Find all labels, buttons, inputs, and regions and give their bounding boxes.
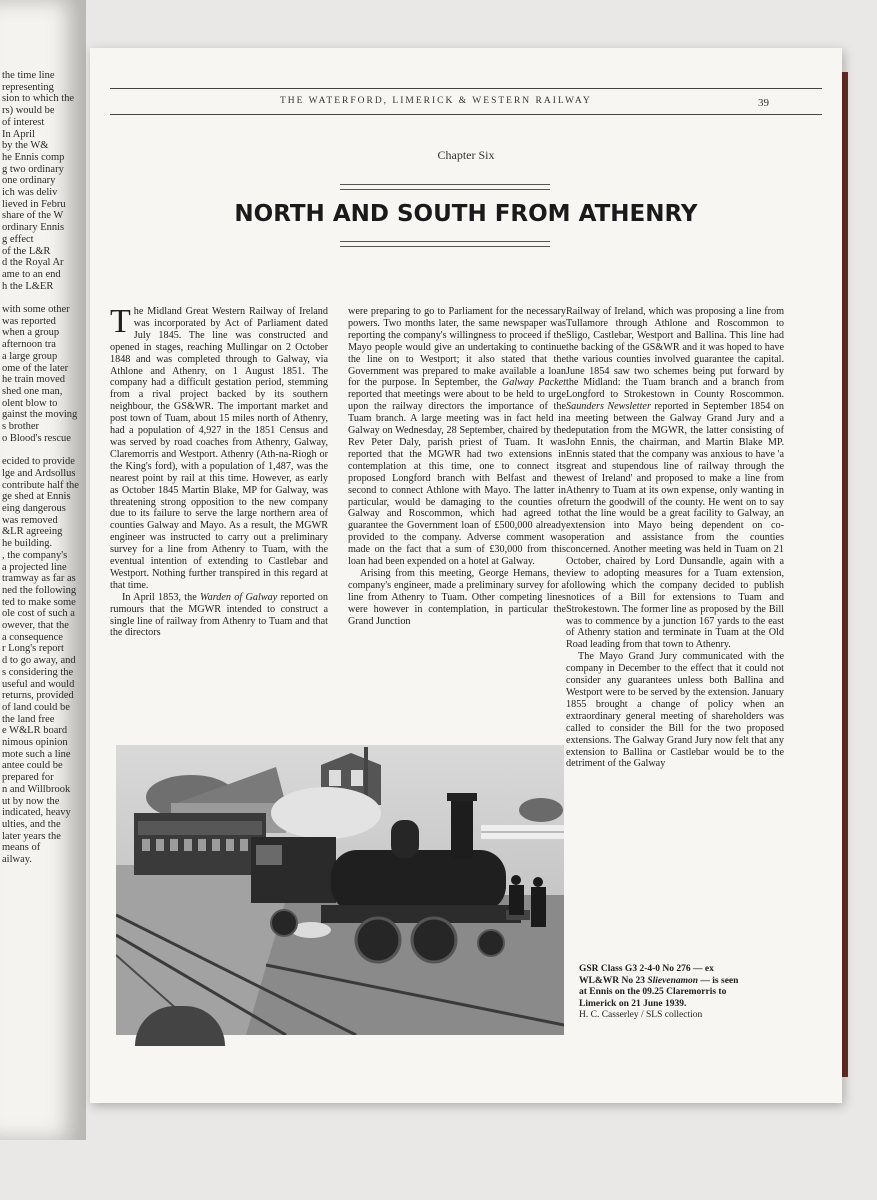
facing-page-line: prepared for [2, 772, 54, 784]
paragraph-text: In April 1853, the [122, 591, 201, 603]
paragraph-text: Railway of Ireland, which was proposing a line from Tullamore through Athlone and Roscommon to Sligo, Castlebar, Westport and Ballina. This line had the backing of the GS&WR and it was hoped to have the various counties involved guarantee the capital. June 1854 saw two schemes being put forward by the Midland: the Tuam branch and a branch from Longford to Strokestown in County Roscommon. [566, 306, 784, 401]
facing-page-line: a consequence [2, 631, 63, 643]
page-number: 39 [758, 97, 769, 109]
facing-page-line: nimous opinion [2, 737, 68, 749]
paragraph [110, 303, 328, 592]
facing-page-line: olent blow to [2, 397, 58, 409]
caption-part: GSR Class G3 2-4-0 No 276 — ex WL&WR No 23 [579, 964, 714, 986]
facing-page-line: e W&LR board [2, 725, 68, 737]
paragraph [110, 592, 328, 640]
header-rule [110, 114, 822, 115]
facing-page-line: afternoon tra [2, 339, 56, 351]
facing-page-line: was reported [2, 315, 56, 327]
text-column-2 [348, 306, 566, 736]
facing-page-line: useful and would [2, 678, 75, 690]
facing-page-line: ecided to provide [2, 456, 75, 468]
facing-page-line: mote such a line [2, 748, 71, 760]
running-head: THE WATERFORD, LIMERICK & WESTERN RAILWAY [280, 96, 592, 106]
photo-caption [579, 964, 739, 1022]
facing-page-line: a projected line [2, 561, 67, 573]
facing-page-line: later years the [2, 830, 61, 842]
facing-page-line: ome of the later [2, 362, 69, 374]
train-photo-illustration [116, 745, 564, 1035]
title-rule [340, 184, 550, 190]
caption-text [579, 964, 738, 1009]
chapter-label: Chapter Six [437, 148, 495, 162]
facing-page-line: ned the following [2, 584, 77, 596]
facing-page-line: a large group [2, 350, 58, 362]
paragraph [566, 306, 784, 651]
facing-page-line: of land could be [2, 701, 70, 713]
paragraph-text: reported on rumours that the MGWR intended to construct a single line of railway from Athenry to Tuam and that the directors [110, 591, 328, 639]
facing-page-line: lieved in Febru [2, 198, 66, 210]
facing-page-line [2, 292, 82, 304]
facing-page-line: the land free [2, 713, 55, 725]
facing-page-line: when a group [2, 327, 60, 339]
chapter-title: NORTH AND SOUTH FROM ATHENRY [234, 201, 698, 227]
facing-page-line: s brother [2, 421, 40, 433]
facing-page-line: ted to make some [2, 596, 76, 608]
facing-page-fragment [0, 0, 86, 1140]
text-column-1 [110, 303, 328, 736]
facing-page-line: shed one man, [2, 385, 63, 397]
facing-page-line: gainst the moving [2, 409, 78, 421]
facing-page-line: contribute half the [2, 479, 79, 491]
facing-page-line: ailway. [2, 854, 32, 866]
facing-page-line: In April [2, 128, 35, 140]
paragraph [348, 306, 566, 568]
facing-page-line: of the L&R [2, 245, 51, 257]
facing-page-line: lge and Ardsollus [2, 467, 76, 479]
photo-credit: H. C. Casserley / SLS collection [579, 1010, 703, 1020]
facing-page-line: ole cost of such a [2, 608, 75, 620]
facing-page-line: ame to an end [2, 268, 61, 280]
facing-page-line: rs) would be [2, 105, 55, 117]
facing-page-line: he building. [2, 538, 53, 550]
facing-page-line: representing [2, 81, 54, 93]
facing-page-line: indicated, heavy [2, 807, 71, 819]
facing-page-line: r Long's report [2, 643, 64, 655]
facing-page-line: d the Royal Ar [2, 257, 64, 269]
locomotive-photo [116, 745, 564, 1035]
facing-page-line: h the L&ER [2, 280, 54, 292]
paragraph-text: The Mayo Grand Jury communicated with the company in December to the effect that it could not consider any guarantees unless both Ballina and Westport were to be served by the extension. January 1855 brought a change of policy when an extraordinary general meeting of shareholders was called to consider the Bill for the two proposed extensions. The Galway Grand Jury now felt that any extension to Ballina or Castlebar would be to the detriment of the Galway [566, 651, 784, 770]
facing-page-line: g two ordinary [2, 163, 64, 175]
facing-page-line: owever, that the [2, 620, 69, 632]
text-column-3 [566, 306, 784, 946]
facing-page-line: with some other [2, 304, 70, 316]
facing-page-line: was removed [2, 514, 58, 526]
caption-part: — is seen at Ennis on the 09.25 Claremorris to Limerick on 21 June 1939. [579, 975, 739, 1009]
facing-page-line: antee could be [2, 760, 63, 772]
book-cover-edge [842, 72, 848, 1077]
publication-title: Saunders Newsletter [566, 401, 651, 413]
facing-page-line: o Blood's rescue [2, 432, 71, 444]
facing-page-line: returns, provided [2, 690, 74, 702]
publication-title: Galway Packet [501, 377, 566, 389]
paragraph [566, 651, 784, 770]
paragraph-text: he Midland Great Western Railway of Ireland was incorporated by Act of Parliament dated July 1845. The line was constructed and opened in stages, reaching Mullingar on 2 October 1848 and was completed through to Galway, via Athlone and Athenry, on 1 August 1851. The company had a difficult gestation period, stemming from a rival project backed by its southern neighbour, the GS&WR. The important market and post town of Tuam, about 15 miles north of Athenry, had a population of 4,927 in the 1851 Census and was served by road coaches from Athenry, Galway, Claremorris and Westport. Athenry (Ath-na-Riogh or the King's ford), with a population of 1,487, was the nearest point by rail at this time. However, as early as October 1845 Martin Blake, MP for Galway, was threatening strong opposition to the new company due to its failure to serve the large northern area of counties Galway and Mayo. As a result, the MGWR engineer was instructed to carry out a preliminary survey for a line from Athenry to Tuam, with the eventual intention of extending to Castlebar and Westport. Nothing further transpired in this regard at that time. [110, 306, 328, 591]
facing-page-line: ut by now the [2, 795, 60, 807]
facing-page-line: g effect [2, 233, 34, 245]
facing-page-line: , the company's [2, 549, 68, 561]
facing-page-line: share of the W [2, 210, 64, 222]
facing-page-line: one ordinary [2, 175, 56, 187]
paragraph-text: reported in September 1854 on a meeting between the Galway Grand Jury and a deputation from the MGWR, the latter consisting of John Ennis, the chairman, and Martin Blake MP. Ennis stated that the company was anxious to have 'a great and stupendous line of railway through the west of Ireland' and proposed to make a line from Athenry to Tuam at its own expense, only wanting in return the goodwill of the county. He went on to say that the line would be a great facility to Galway, an extension into Mayo being dependent on co-operation and assistance from the counties concerned. Another meeting was held in Tuam on 21 October, chaired by Lord Dunsandle, again with a view to adopting measures for a Tuam extension, following which the company decided to publish notices of a Bill for extensions to Tuam and Strokestown. The former line as proposed by the Bill was to commence by a junction 167 yards to the east of Athenry station and terminate in Tuam at the Old Road leading from that town to Athenry. [566, 401, 784, 651]
paragraph-text: were preparing to go to Parliament for the necessary powers. Two months later, the same newspaper was reporting the company's willingness to proceed if the Mayo people would give an undertaking to continue the line on to Westport; it also stated that the Government was prepared to make available a loan for the purpose. In September, the [348, 306, 566, 389]
facing-page-line: he train moved [2, 374, 65, 386]
title-rule [340, 241, 550, 247]
paragraph [348, 568, 566, 628]
facing-page-line: ge shed at Ennis [2, 491, 71, 503]
facing-page-line: tramway as far as [2, 573, 76, 585]
facing-page-line: s considering the [2, 666, 74, 678]
facing-page-line: n and Willbrook [2, 783, 71, 795]
header-rule [110, 88, 822, 89]
facing-page-line [2, 445, 82, 457]
facing-page-line: by the W& [2, 140, 49, 152]
facing-page-line: means of [2, 842, 41, 854]
facing-page-line: ordinary Ennis [2, 222, 65, 234]
locomotive-name: Slievenamon [647, 975, 699, 986]
paragraph-text: Arising from this meeting, George Hemans, the company's engineer, made a preliminary survey for a line from Athenry to Tuam. Other competing lines were however in contemplation, in particular the Grand Junction [348, 567, 566, 627]
facing-page-line: sion to which the [2, 93, 75, 105]
facing-page-line: of interest [2, 116, 45, 128]
facing-page-line: d to go away, and [2, 655, 76, 667]
facing-page-line: the time line [2, 70, 55, 81]
facing-page-line: ich was deliv [2, 187, 58, 199]
paragraph-text: reported that meetings were about to be held to urge upon the railway directors the importance of the Tuam branch. A large meeting was in fact held in Galway on Wednesday, 28 September, chaired by the Rev Peter Daly, parish priest of Tuam. It was reported that the MGWR had two extensions in contemplation at this time, one to connect its proposed Longford branch with Belfast and the second to connect Athlone with Mayo. The latter in particular, would be damaging to the counties of Galway and Roscommon, which had agreed to guarantee the Government loan of £500,000 already provided to the company. Adverse comment was made on the fact that a sum of £30,000 from this loan had been expended on a hotel at Galway. [348, 389, 566, 568]
facing-page-text [2, 70, 82, 866]
facing-page-line: eing dangerous [2, 503, 66, 515]
facing-page-line: he Ennis comp [2, 151, 65, 163]
publication-title: Warden of Galway [200, 591, 278, 603]
drop-cap: T [110, 303, 131, 340]
book-page [90, 48, 842, 1103]
facing-page-line: ulties, and the [2, 819, 61, 830]
facing-page-line: &LR agreeing [2, 526, 63, 538]
